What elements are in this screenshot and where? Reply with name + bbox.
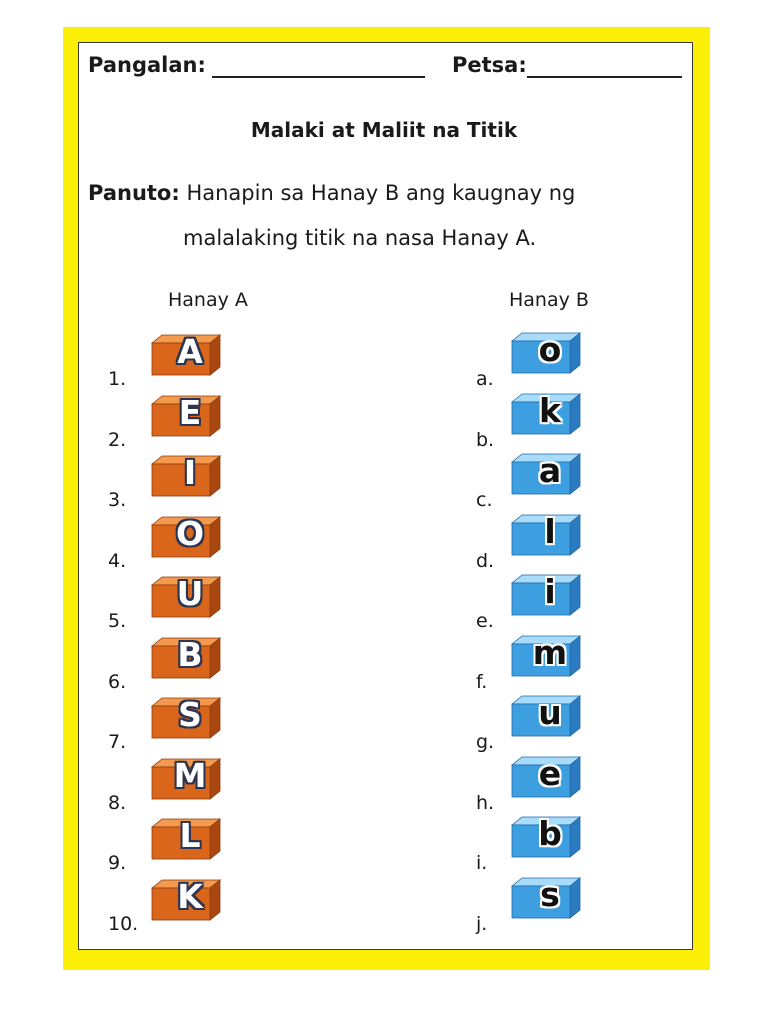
- column-a-item-label: 1.: [108, 368, 127, 390]
- column-a-letter-cube[interactable]: [148, 454, 222, 498]
- column-a-cube-letter: I: [183, 453, 197, 492]
- column-a-cube-letter: L: [179, 816, 201, 855]
- column-b-item-label: d.: [476, 549, 495, 572]
- name-blank-line[interactable]: [212, 76, 425, 78]
- column-a-heading: Hanay A: [168, 289, 248, 311]
- column-a-item-label: 5.: [108, 610, 127, 632]
- column-b-cube-letter: m: [532, 632, 568, 672]
- column-b-item-label: c.: [476, 489, 493, 511]
- column-a-item-label: 2.: [108, 428, 127, 451]
- column-b-item-label: h.: [476, 791, 495, 814]
- column-b-letter-cube[interactable]: [508, 392, 582, 436]
- column-a-cube-letter: M: [173, 755, 207, 795]
- column-a-cube-letter: A: [177, 332, 203, 371]
- column-b-item-label: a.: [476, 368, 494, 390]
- column-a-item-label: 3.: [108, 489, 127, 511]
- column-b-letter-cube[interactable]: [508, 694, 582, 738]
- column-b-letter-cube[interactable]: [508, 634, 582, 678]
- column-a-letter-cube[interactable]: [148, 333, 222, 377]
- column-b-cube-letter: e: [538, 753, 562, 793]
- column-a-cube-letter: O: [175, 513, 205, 553]
- worksheet-title: Malaki at Maliit na Titik: [250, 118, 518, 142]
- column-a-letter-cube[interactable]: [148, 757, 222, 801]
- column-b-cube-letter: s: [540, 874, 560, 914]
- column-a-letter-cube[interactable]: [148, 878, 222, 922]
- column-a-item-label: 10.: [108, 912, 139, 935]
- column-a-item-label: 7.: [108, 731, 127, 753]
- column-b-letter-cube[interactable]: [508, 876, 582, 920]
- column-b-letter-cube[interactable]: [508, 573, 582, 617]
- column-b-letter-cube[interactable]: [508, 331, 582, 375]
- column-b-cube-letter: l: [544, 511, 556, 551]
- instructions-label: Panuto:: [88, 181, 180, 205]
- column-b-letter-cube[interactable]: [508, 815, 582, 859]
- column-a-letter-cube[interactable]: [148, 696, 222, 740]
- column-b-letter-cube[interactable]: [508, 452, 582, 496]
- column-b-item-label: j.: [476, 912, 488, 935]
- column-b-cube-letter: o: [538, 330, 562, 369]
- column-b-item-label: e.: [476, 610, 494, 632]
- column-b-item-label: f.: [476, 670, 488, 693]
- column-b-cube-letter: i: [544, 572, 556, 611]
- column-b-cube-letter: u: [538, 693, 562, 732]
- date-label: Petsa:: [452, 53, 527, 77]
- column-b-letter-cube[interactable]: [508, 513, 582, 557]
- column-b-cube-letter: k: [539, 390, 561, 430]
- column-b-cube-letter: a: [538, 451, 562, 490]
- column-b-item-label: g.: [476, 731, 495, 753]
- column-a-cube-letter: S: [178, 695, 202, 734]
- column-a-letter-cube[interactable]: [148, 394, 222, 438]
- column-b-letter-cube[interactable]: [508, 755, 582, 799]
- column-b-item-label: i.: [476, 852, 488, 874]
- column-a-item-label: 6.: [108, 670, 127, 693]
- column-a-cube-letter: B: [177, 634, 203, 674]
- column-b-heading: Hanay B: [509, 289, 589, 311]
- column-a-cube-letter: U: [176, 574, 204, 613]
- instructions-text-1: Hanapin sa Hanay B ang kaugnay ng: [186, 181, 576, 205]
- column-a-item-label: 4.: [108, 549, 127, 572]
- column-b-item-label: b.: [476, 428, 495, 451]
- column-a-item-label: 8.: [108, 791, 127, 814]
- column-a-letter-cube[interactable]: [148, 636, 222, 680]
- instructions-line-1: [88, 181, 575, 205]
- column-a-letter-cube[interactable]: [148, 515, 222, 559]
- column-b-cube-letter: b: [538, 814, 562, 853]
- column-a-letter-cube[interactable]: [148, 575, 222, 619]
- instructions-line-2: malalaking titik na nasa Hanay A.: [183, 226, 537, 250]
- column-a-item-label: 9.: [108, 852, 127, 874]
- date-blank-line[interactable]: [527, 76, 682, 78]
- name-label: Pangalan:: [88, 53, 206, 77]
- column-a-letter-cube[interactable]: [148, 817, 222, 861]
- column-a-cube-letter: K: [177, 876, 203, 916]
- column-a-cube-letter: E: [178, 392, 202, 432]
